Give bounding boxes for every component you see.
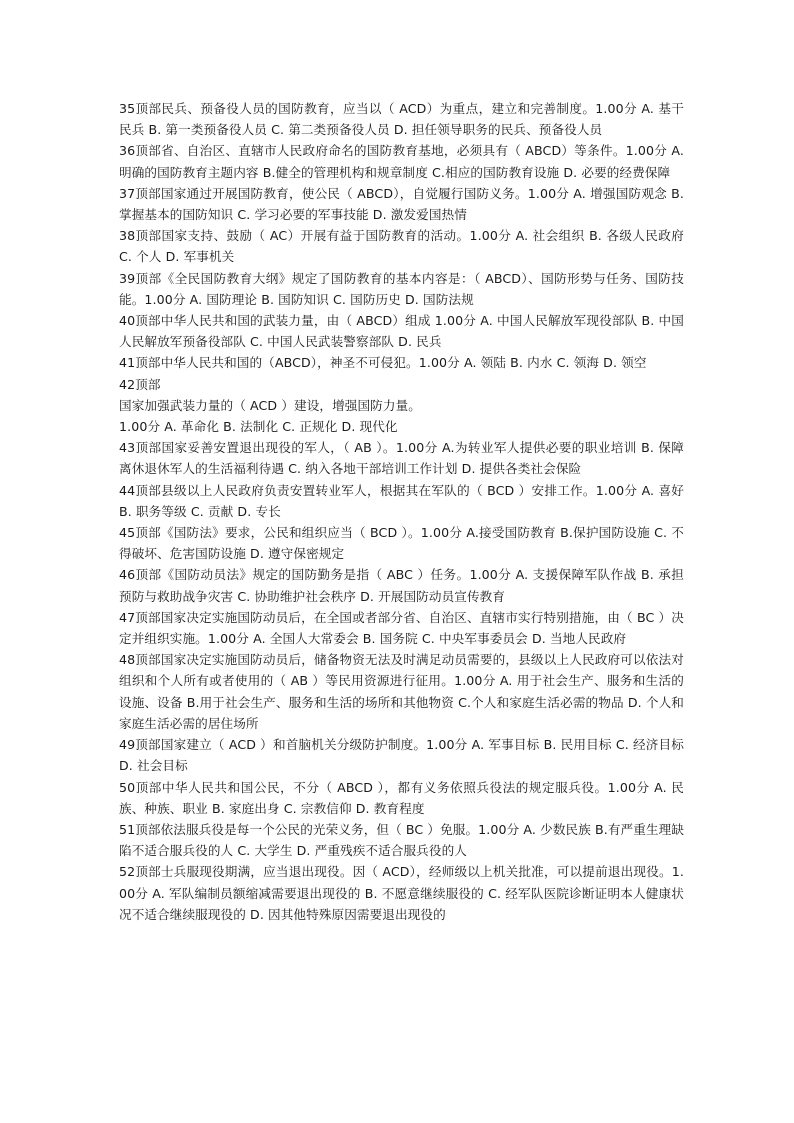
question-40: 40顶部中华人民共和国的武装力量，由（ ABCD）组成 1.00分 A. 中国人民解放军现役部队 B. 中国人民解放军预备役部队 C. 中国人民武装警察部队 D. 民兵 (119, 313, 684, 350)
question-38: 38顶部国家支持、鼓励（ AC）开展有益于国防教育的活动。1.00分 A. 社会组织 B. 各级人民政府 C. 个人 D. 军事机关 (119, 228, 684, 265)
question-46: 46顶部《国防动员法》规定的国防勤务是指（ ABC ）任务。1.00分 A. 支援保障军队作战 B. 承担预防与救助战争灾害 C. 协助维护社会秩序 D. 开展国防动员宣传教育 (119, 567, 684, 604)
question-42-number: 42顶部 (119, 376, 161, 392)
question-52: 52顶部士兵服现役期满，应当退出现役。因（ ACD），经师级以上机关批准，可以提前退出现役。1.00分 A. 军队编制员额缩减需要退出现役的 B. 不愿意继续服役的 C. 经军队医院诊断证明本人健康状况不适合继续服现役的 D. 因其他特殊原因需要退出现役的 (119, 864, 684, 922)
question-36: 36顶部省、自治区、直辖市人民政府命名的国防教育基地，必须具有（ ABCD）等条件。1.00分 A.明确的国防教育主题内容 B.健全的管理机构和规章制度 C.相应的国防教育设施 D. 必要的经费保障 (119, 143, 684, 180)
question-49: 49顶部国家建立（ ACD ）和首脑机关分级防护制度。1.00分 A. 军事目标 B. 民用目标 C. 经济目标 D. 社会目标 (119, 737, 684, 774)
question-39: 39顶部《全民国防教育大纲》规定了国防教育的基本内容是：（ ABCD）、国防形势与任务、国防技能。1.00分 A. 国防理论 B. 国防知识 C. 国防历史 D. 国防法规 (119, 270, 684, 307)
question-45: 45顶部《国防法》要求，公民和组织应当（ BCD ）。1.00分 A.接受国防教育 B.保护国防设施 C. 不得破坏、危害国防设施 D. 遵守保密规定 (119, 525, 684, 562)
question-42-options: 1.00分 A. 革命化 B. 法制化 C. 正规化 D. 现代化 (119, 419, 398, 435)
question-50: 50顶部中华人民共和国公民，不分（ ABCD ），都有义务依照兵役法的规定服兵役。1.00分 A. 民族、种族、职业 B. 家庭出身 C. 宗教信仰 D. 教育程度 (119, 779, 684, 816)
question-47: 47顶部国家决定实施国防动员后，在全国或者部分省、自治区、直辖市实行特别措施，由（ BC ）决定并组织实施。1.00分 A. 全国人大常委会 B. 国务院 C. 中央军事委员会 D. 当地人民政府 (119, 609, 684, 647)
question-43: 43顶部国家妥善安置退出现役的军人，（ AB ）。1.00分 A.为转业军人提供必要的职业培训 B. 保障离休退休军人的生活福利待遇 C. 纳入各地干部培训工作计划 D. 提供各类社会保险 (119, 440, 684, 477)
document-body (119, 98, 684, 925)
question-35: 35顶部民兵、预备役人员的国防教育，应当以（ ACD）为重点，建立和完善制度。1.00分 A. 基干民兵 B. 第一类预备役人员 C. 第二类预备役人员 D. 担任领导职务的民兵、预备役人员 (119, 101, 684, 138)
question-48: 48顶部国家决定实施国防动员后，储备物资无法及时满足动员需要的，县级以上人民政府可以依法对组织和个人所有或者使用的（ AB ）等民用资源进行征用。1.00分 A. 用于社会生产、服务和生活的设施、设备 B.用于社会生产、服务和生活的场所和其他物资 C.个人和家庭生活必需的物品 D. 个人和家庭生活必需的居住场所 (119, 652, 684, 731)
question-41: 41顶部中华人民共和国的（ABCD），神圣不可侵犯。1.00分 A. 领陆 B. 内水 C. 领海 D. 领空 (119, 355, 647, 371)
question-51: 51顶部依法服兵役是每一个公民的光荣义务，但（ BC ）免服。1.00分 A. 少数民族 B.有严重生理缺陷不适合服兵役的人 C. 大学生 D. 严重残疾不适合服兵役的人 (119, 821, 685, 859)
question-44: 44顶部县级以上人民政府负责安置转业军人，根据其在军队的（ BCD ）安排工作。1.00分 A. 喜好 B. 职务等级 C. 贡献 D. 专长 (119, 482, 684, 519)
question-42-text: 国家加强武装力量的（ ACD ）建设，增强国防力量。 (119, 397, 421, 413)
question-37: 37顶部国家通过开展国防教育，使公民（ ABCD），自觉履行国防义务。1.00分 A. 增强国防观念 B. 掌握基本的国防知识 C. 学习必要的军事技能 D. 激发爱国热情 (119, 185, 684, 223)
